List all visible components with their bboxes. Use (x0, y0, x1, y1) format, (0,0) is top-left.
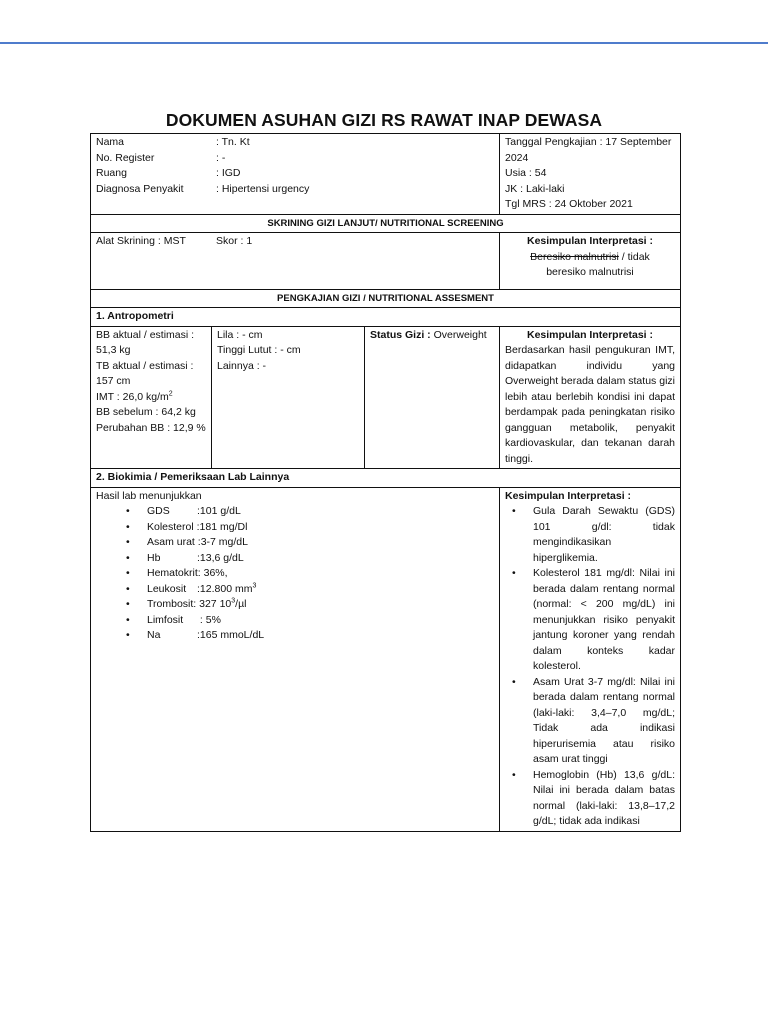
tb-value: 157 cm (96, 375, 131, 387)
identity-row (91, 134, 681, 215)
screening-row (91, 233, 681, 290)
anthropometry-title-row (91, 308, 681, 327)
list-item: • Na :165 mmoL/dL (147, 628, 494, 644)
nutrition-status (365, 326, 500, 469)
biochem-title-row (91, 469, 681, 488)
biochem-conclusion (500, 487, 681, 831)
knee-height: Tinggi Lutut : - cm (217, 344, 301, 356)
anthropometry-row (91, 326, 681, 469)
bb-previous: BB sebelum : 64,2 kg (96, 406, 196, 418)
list-item: • Trombosit: 327 $10^3/\mu l$ (147, 597, 494, 613)
anthropometry-conclusion-text: Berdasarkan hasil pengukuran IMT, didapatkan individu yang Overweight berada dalam status gizi lebih atau berlebih kondisi ini dapat berdampak pada peningkatan risiko gangguan metabolik, penyakit kardiovaskular, dan tekanan darah tinggi. (505, 344, 675, 465)
screening-conclusion-text-2: beresiko malnutrisi (546, 266, 634, 278)
screening-fields (96, 234, 494, 250)
identity-field-ruang: Ruang : IGD (96, 167, 241, 179)
document-title: DOKUMEN ASUHAN GIZI RS RAWAT INAP DEWASA (165, 110, 603, 130)
anthropometry-col-2 (212, 326, 365, 469)
screening-header-row (91, 214, 681, 233)
lila: Lila : - cm (217, 328, 263, 341)
assessment-header-row (91, 289, 681, 308)
list-item: • Limfosit : 5% (147, 613, 494, 629)
screening-left (91, 233, 500, 290)
bb-value: 51,3 kg (96, 344, 131, 356)
assessment-date: Tanggal Pengkajian : 17 September 2024 (505, 136, 672, 164)
list-item: • Asam urat :3-7 mg/dL (147, 535, 494, 551)
identity-field-diagnosa: Diagnosa Penyakit : Hipertensi urgency (96, 182, 310, 195)
gender: JK : Laki-laki (505, 182, 565, 195)
lab-list (96, 504, 494, 644)
status-label: Status Gizi : (370, 328, 431, 341)
document-table (90, 133, 681, 832)
screening-header: SKRINING GIZI LANJUT/ NUTRITIONAL SCREENING (91, 214, 681, 233)
list-item: • Hemoglobin (Hb) 13,6 g/dL: Nilai ini berada dalam batas normal (laki-laki: 13,8–17,2 g/dL; tidak ada indikasi (533, 768, 675, 830)
screening-tool: Alat Skrining : MST (96, 235, 186, 247)
admission-date: Tgl MRS : 24 Oktober 2021 (505, 198, 633, 210)
list-item: • Kolesterol 181 mg/dl: Nilai ini berada dalam rentang normal (normal: < 200 mg/dL) ini menunjukkan risiko penyakit jantung koroner yang rendah dalam konteks kadar kolesterol. (533, 566, 675, 675)
screening-conclusion (500, 233, 681, 290)
list-item: • Leukosit :12.800 $mm^3$ (147, 582, 494, 598)
list-item: • Hematokrit: 36%, (147, 566, 494, 582)
anthropometry-conclusion (500, 326, 681, 469)
top-divider-line (0, 42, 768, 44)
tb-label: TB aktual / estimasi : (96, 359, 194, 372)
bb-change: Perubahan BB : 12,9 % (96, 421, 206, 434)
lab-intro: Hasil lab menunjukkan (96, 489, 202, 502)
biochem-conclusion-title: Kesimpulan Interpretasi : (505, 489, 632, 502)
struck-risk-text: Beresiko malnutrisi (530, 250, 619, 263)
identity-field-nama: Nama : Tn. Kt (96, 136, 250, 148)
other: Lainnya : - (217, 359, 267, 372)
screening-score: Skor : 1 (216, 235, 253, 247)
anthropometry-col-1 (91, 326, 212, 469)
anthropometry-title: 1. Antropometri (91, 308, 681, 327)
list-item: • Hb :13,6 g/dL (147, 551, 494, 567)
biochem-labs (91, 487, 500, 831)
list-item: • Asam Urat 3-7 mg/dl: Nilai ini berada dalam rentang normal (laki-laki: 3,4–7,0 mg/dL; Tidak ada indikasi hiperurisemia atau risiko asam urat tinggi (533, 675, 675, 768)
age: Usia : 54 (505, 167, 547, 179)
status-value: Overweight (430, 328, 487, 341)
identity-right (500, 134, 681, 215)
biochem-title: 2. Biokimia / Pemeriksaan Lab Lainnya (91, 469, 681, 488)
anthropometry-conclusion-title: Kesimpulan Interpretasi : (526, 328, 654, 341)
screening-conclusion-text: Beresiko malnutrisi / tidak (530, 250, 650, 263)
imt-line: IMT : 26,0 $kg/m^2$ (96, 390, 173, 403)
nutrition-care-document (90, 133, 680, 832)
list-item: • Kolesterol :181 mg/Dl (147, 520, 494, 536)
biochem-row (91, 487, 681, 831)
screening-conclusion-title: Kesimpulan Interpretasi : (526, 235, 654, 247)
biochem-conclusion-list (505, 504, 675, 830)
bb-label: BB aktual / estimasi : (96, 328, 195, 341)
assessment-header: PENGKAJIAN GIZI / NUTRITIONAL ASSESMENT (91, 289, 681, 308)
list-item: • GDS :101 g/dL (147, 504, 494, 520)
identity-left (91, 134, 500, 215)
identity-field-register: No. Register : - (96, 151, 226, 164)
list-item: • Gula Darah Sewaktu (GDS) 101 g/dl: tidak mengindikasikan hiperglikemia. (533, 504, 675, 566)
